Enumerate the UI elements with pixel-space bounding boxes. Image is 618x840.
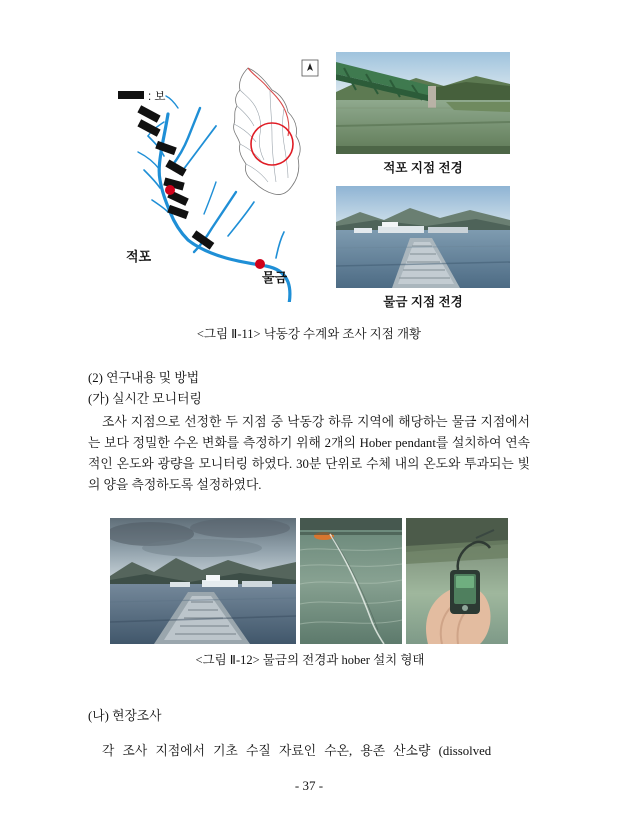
tail-text-block (88, 706, 530, 762)
korea-inset (234, 68, 301, 195)
photo-mulgeum-site (336, 186, 510, 288)
paragraph-field-survey: 각 조사 지점에서 기초 수질 자료인 수온, 용존 산소량 (dissolved (102, 744, 492, 758)
section-heading-2: (2) 연구내용 및 방법 (88, 371, 200, 385)
photo-water-surface-line (300, 518, 402, 644)
figure-2-caption: <그림 Ⅱ-12> 물금의 전경과 hober 설치 형태 (195, 653, 425, 667)
page-number: - 37 - (294, 778, 324, 793)
nakdong-river-map (108, 52, 330, 302)
figure-1-photo-column (336, 52, 510, 310)
station-marker-jeokpo (165, 185, 175, 195)
photo-mulgeum-panorama (110, 518, 296, 644)
map-label-mulgeum: 물금 (262, 270, 288, 285)
photo-caption-mulgeum: 물금 지점 전경 (383, 295, 463, 309)
map-label-jeokpo: 적포 (126, 249, 152, 264)
photo-hober-pendant-in-hand (406, 518, 508, 644)
body-text-block (88, 368, 530, 496)
photo-jeokpo-site (336, 52, 510, 154)
photo-caption-jeokpo: 적포 지점 전경 (383, 161, 463, 175)
legend-weir-symbol (118, 91, 144, 99)
weir-markers (137, 105, 214, 249)
north-arrow (302, 60, 318, 76)
paragraph-monitoring: 조사 지점으로 선정한 두 지점 중 낙동강 하류 지역에 해당하는 물금 지점에서는 보다 정밀한 수온 변화를 측정하기 위해 2개의 Hober pendant를 설치하여 연속적인 온도와 광량을 모니터링 하였다. 30분 단위로 수체 내의 온도와 투과되는 빛의 양을 측정하도록 설정하였다. (88, 415, 530, 492)
legend-weir-label: : 보 (148, 91, 166, 103)
subsection-heading-ga: (가) 실시간 모니터링 (88, 392, 202, 406)
figure-1-caption: <그림 Ⅱ-11> 낙동강 수계와 조사 지점 개황 (196, 327, 422, 341)
subsection-heading-na: (나) 현장조사 (88, 709, 162, 723)
figure-2 (110, 518, 510, 668)
figure-1 (108, 52, 510, 341)
